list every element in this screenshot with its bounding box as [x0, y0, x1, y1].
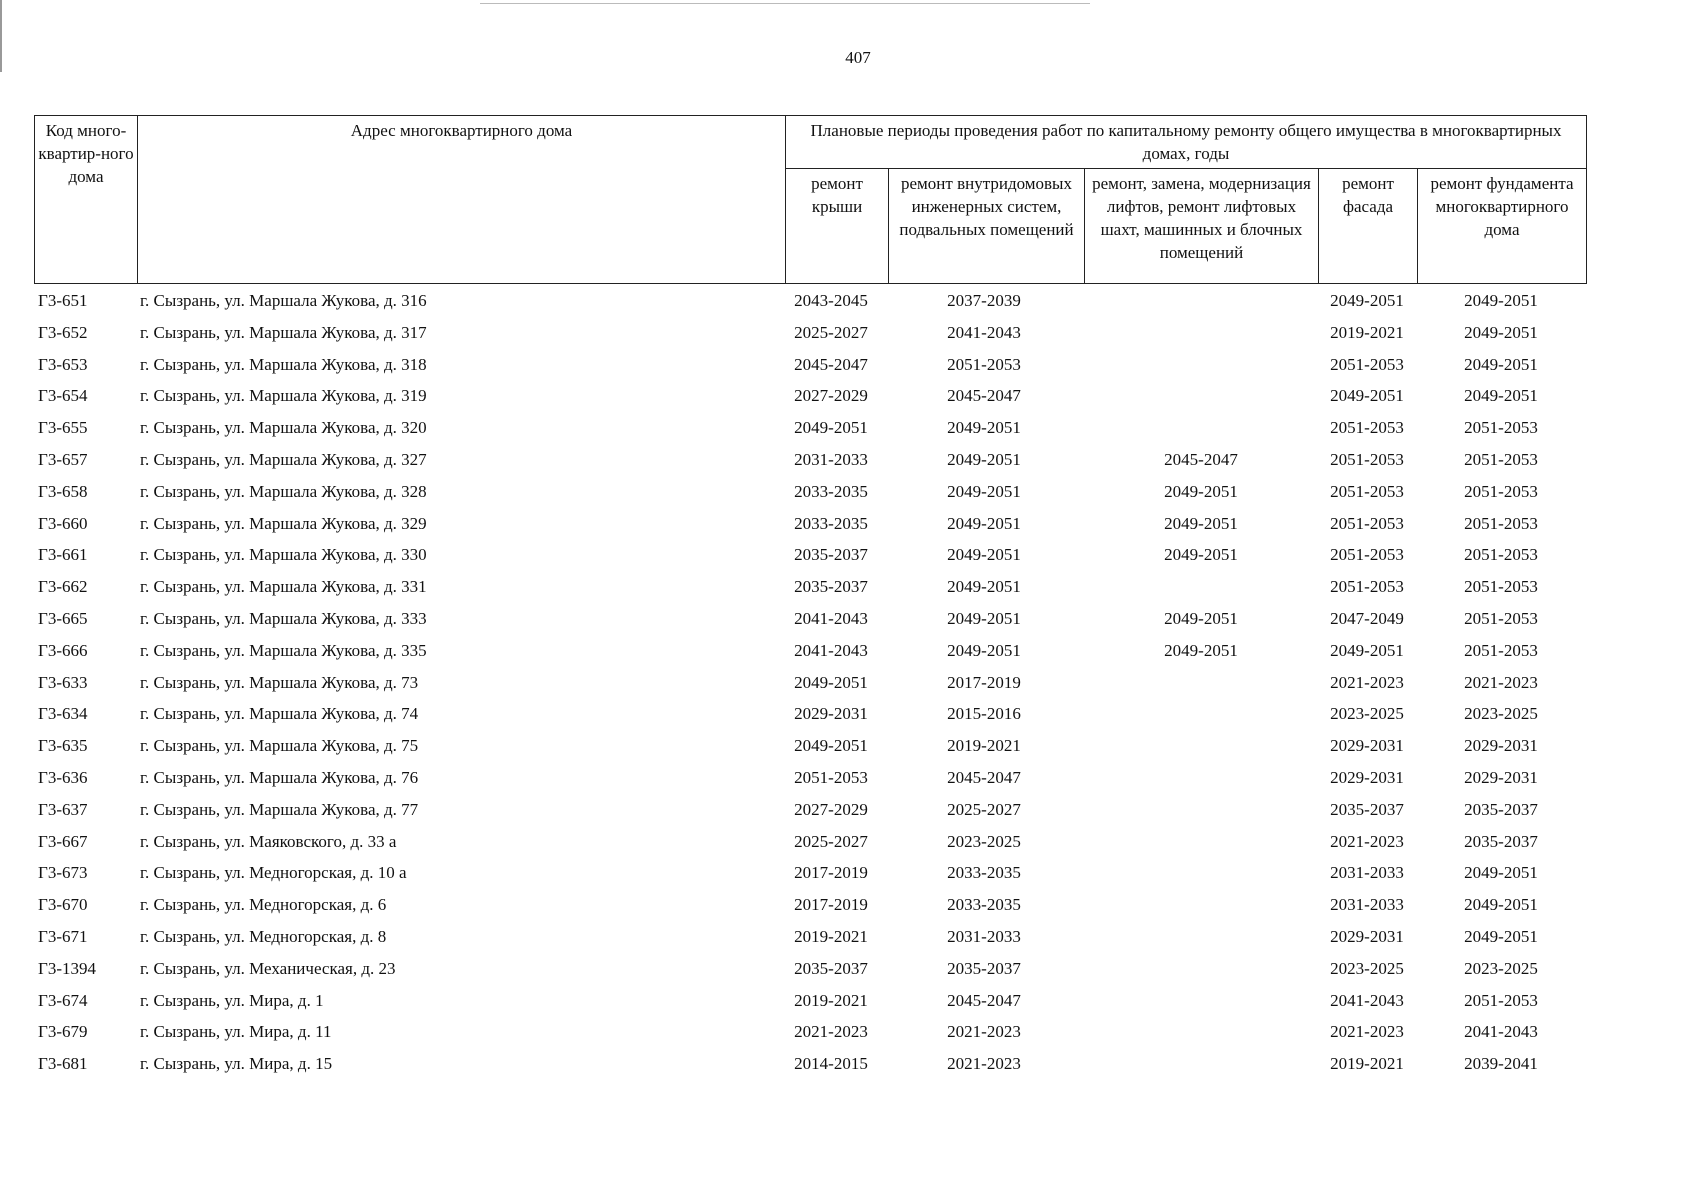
cell-foundation: 2051-2053: [1464, 418, 1538, 438]
table-row: [34, 576, 1594, 608]
cell-address: г. Сызрань, ул. Мира, д. 11: [140, 1022, 332, 1042]
cell-engineering: 2049-2051: [947, 449, 1021, 469]
cell-roof: 2035-2037: [794, 545, 868, 565]
cell-foundation: 2035-2037: [1464, 799, 1538, 819]
cell-facade: 2051-2053: [1330, 354, 1404, 374]
cell-roof: 2017-2019: [794, 863, 868, 883]
cell-roof: 2035-2037: [794, 958, 868, 978]
cell-foundation: 2049-2051: [1464, 895, 1538, 915]
cell-roof: 2025-2027: [794, 322, 868, 342]
cell-code: Г3-674: [38, 990, 88, 1010]
cell-address: г. Сызрань, ул. Маршала Жукова, д. 73: [140, 672, 419, 692]
cell-roof: 2027-2029: [794, 799, 868, 819]
cell-facade: 2023-2025: [1330, 704, 1404, 724]
cell-foundation: 2049-2051: [1464, 354, 1538, 374]
header-lifts: ремонт, замена, модернизация лифтов, ремонт лифтовых шахт, машинных и блочных помещений: [1085, 169, 1319, 284]
cell-code: Г3-671: [38, 926, 88, 946]
cell-foundation: 2051-2053: [1464, 449, 1538, 469]
cell-engineering: 2037-2039: [947, 291, 1021, 310]
table-body: [34, 290, 1594, 1085]
table-row: [34, 481, 1594, 513]
cell-foundation: 2049-2051: [1464, 386, 1538, 406]
cell-code: Г3-660: [38, 513, 88, 533]
table-row: [34, 290, 1594, 322]
page-number: 407: [845, 48, 871, 67]
cell-code: Г3-637: [38, 799, 88, 819]
cell-code: Г3-651: [38, 291, 88, 310]
cell-address: г. Сызрань, ул. Медногорская, д. 6: [140, 895, 387, 915]
cell-engineering: 2017-2019: [947, 672, 1021, 692]
cell-address: г. Сызрань, ул. Маршала Жукова, д. 76: [140, 767, 419, 787]
cell-code: Г3-666: [38, 640, 88, 660]
cell-engineering: 2049-2051: [947, 418, 1021, 438]
cell-engineering: 2031-2033: [947, 926, 1021, 946]
cell-facade: 2021-2023: [1330, 1022, 1404, 1042]
cell-facade: 2029-2031: [1330, 767, 1404, 787]
cell-lifts: 2045-2047: [1164, 449, 1238, 469]
cell-engineering: 2019-2021: [947, 736, 1021, 756]
cell-code: Г3-635: [38, 736, 88, 756]
table-row: [34, 831, 1594, 863]
cell-address: г. Сызрань, ул. Мира, д. 15: [140, 1054, 333, 1074]
cell-foundation: 2051-2053: [1464, 577, 1538, 597]
cell-foundation: 2051-2053: [1464, 513, 1538, 533]
table-row: [34, 1053, 1594, 1085]
cell-foundation: 2035-2037: [1464, 831, 1538, 851]
cell-facade: 2051-2053: [1330, 577, 1404, 597]
cell-code: Г3-670: [38, 895, 88, 915]
cell-address: г. Сызрань, ул. Маршала Жукова, д. 318: [140, 354, 427, 374]
cell-foundation: 2051-2053: [1464, 608, 1538, 628]
cell-address: г. Сызрань, ул. Маршала Жукова, д. 320: [140, 418, 427, 438]
cell-code: Г3-655: [38, 418, 88, 438]
cell-code: Г3-636: [38, 767, 88, 787]
cell-lifts: 2049-2051: [1164, 481, 1238, 501]
scan-edge-line: [480, 3, 1090, 4]
table-row: [34, 926, 1594, 958]
cell-engineering: 2023-2025: [947, 831, 1021, 851]
cell-engineering: 2045-2047: [947, 990, 1021, 1010]
header-engineering: ремонт внутридомовых инженерных систем, подвальных помещений: [889, 169, 1085, 284]
cell-engineering: 2021-2023: [947, 1022, 1021, 1042]
cell-foundation: 2021-2023: [1464, 672, 1538, 692]
cell-roof: 2019-2021: [794, 990, 868, 1010]
cell-facade: 2051-2053: [1330, 545, 1404, 565]
cell-foundation: 2041-2043: [1464, 1022, 1538, 1042]
cell-engineering: 2033-2035: [947, 895, 1021, 915]
cell-roof: 2029-2031: [794, 704, 868, 724]
table-row: [34, 544, 1594, 576]
cell-lifts: 2049-2051: [1164, 640, 1238, 660]
cell-foundation: 2049-2051: [1464, 926, 1538, 946]
cell-roof: 2019-2021: [794, 926, 868, 946]
cell-roof: 2014-2015: [794, 1054, 868, 1074]
header-facade: ремонт фасада: [1319, 169, 1418, 284]
cell-address: г. Сызрань, ул. Мира, д. 1: [140, 990, 324, 1010]
table-row: [34, 322, 1594, 354]
cell-foundation: 2023-2025: [1464, 704, 1538, 724]
cell-engineering: 2025-2027: [947, 799, 1021, 819]
cell-facade: 2049-2051: [1330, 640, 1404, 660]
cell-roof: 2021-2023: [794, 1022, 868, 1042]
cell-code: Г3-662: [38, 577, 88, 597]
cell-facade: 2051-2053: [1330, 513, 1404, 533]
cell-code: Г3-673: [38, 863, 88, 883]
table-row: [34, 735, 1594, 767]
cell-foundation: 2049-2051: [1464, 863, 1538, 883]
cell-address: г. Сызрань, ул. Маршала Жукова, д. 327: [140, 449, 427, 469]
table-row: [34, 354, 1594, 386]
cell-facade: 2035-2037: [1330, 799, 1404, 819]
cell-code: Г3-667: [38, 831, 88, 851]
header-address: Адрес многоквартирного дома: [138, 116, 786, 284]
table-row: [34, 640, 1594, 672]
table-row: [34, 958, 1594, 990]
cell-engineering: 2049-2051: [947, 608, 1021, 628]
cell-code: Г3-652: [38, 322, 88, 342]
cell-facade: 2051-2053: [1330, 481, 1404, 501]
cell-engineering: 2021-2023: [947, 1054, 1021, 1074]
cell-code: Г3-658: [38, 481, 88, 501]
cell-foundation: 2039-2041: [1464, 1054, 1538, 1074]
cell-facade: 2047-2049: [1330, 608, 1404, 628]
cell-address: г. Сызрань, ул. Медногорская, д. 10 а: [140, 863, 407, 883]
cell-code: Г3-665: [38, 608, 88, 628]
cell-foundation: 2049-2051: [1464, 291, 1538, 310]
cell-roof: 2027-2029: [794, 386, 868, 406]
cell-address: г. Сызрань, ул. Медногорская, д. 8: [140, 926, 387, 946]
cell-address: г. Сызрань, ул. Маршала Жукова, д. 335: [140, 640, 427, 660]
cell-engineering: 2049-2051: [947, 640, 1021, 660]
table-row: [34, 608, 1594, 640]
table-row: [34, 799, 1594, 831]
cell-engineering: 2015-2016: [947, 704, 1021, 724]
cell-roof: 2041-2043: [794, 640, 868, 660]
cell-facade: 2031-2033: [1330, 895, 1404, 915]
cell-facade: 2051-2053: [1330, 449, 1404, 469]
cell-facade: 2031-2033: [1330, 863, 1404, 883]
cell-engineering: 2049-2051: [947, 513, 1021, 533]
cell-engineering: 2051-2053: [947, 354, 1021, 374]
cell-facade: 2023-2025: [1330, 958, 1404, 978]
cell-facade: 2041-2043: [1330, 990, 1404, 1010]
header-foundation: ремонт фундамента многоквартирного дома: [1418, 169, 1587, 284]
cell-roof: 2031-2033: [794, 449, 868, 469]
cell-engineering: 2045-2047: [947, 767, 1021, 787]
cell-address: г. Сызрань, ул. Маршала Жукова, д. 330: [140, 545, 427, 565]
cell-facade: 2029-2031: [1330, 926, 1404, 946]
table-row: [34, 672, 1594, 704]
cell-engineering: 2041-2043: [947, 322, 1021, 342]
header-roof: ремонт крыши: [786, 169, 889, 284]
cell-address: г. Сызрань, ул. Маршала Жукова, д. 329: [140, 513, 427, 533]
cell-address: г. Сызрань, ул. Маршала Жукова, д. 77: [140, 799, 419, 819]
cell-engineering: 2049-2051: [947, 481, 1021, 501]
cell-roof: 2049-2051: [794, 736, 868, 756]
table-row: [34, 894, 1594, 926]
cell-roof: 2033-2035: [794, 481, 868, 501]
cell-foundation: 2051-2053: [1464, 640, 1538, 660]
cell-roof: 2049-2051: [794, 418, 868, 438]
cell-address: г. Сызрань, ул. Маршала Жукова, д. 319: [140, 386, 427, 406]
table-row: [34, 417, 1594, 449]
cell-facade: 2049-2051: [1330, 386, 1404, 406]
cell-address: г. Сызрань, ул. Маршала Жукова, д. 317: [140, 322, 427, 342]
cell-code: Г3-634: [38, 704, 88, 724]
cell-lifts: 2049-2051: [1164, 513, 1238, 533]
cell-address: г. Сызрань, ул. Маршала Жукова, д. 316: [140, 291, 427, 310]
cell-code: Г3-657: [38, 449, 88, 469]
cell-engineering: 2045-2047: [947, 386, 1021, 406]
cell-roof: 2051-2053: [794, 767, 868, 787]
cell-roof: 2033-2035: [794, 513, 868, 533]
cell-foundation: 2029-2031: [1464, 767, 1538, 787]
cell-code: Г3-681: [38, 1054, 88, 1074]
cell-code: Г3-654: [38, 386, 88, 406]
cell-roof: 2017-2019: [794, 895, 868, 915]
cell-code: Г3-679: [38, 1022, 88, 1042]
cell-roof: 2025-2027: [794, 831, 868, 851]
cell-address: г. Сызрань, ул. Маршала Жукова, д. 74: [140, 704, 419, 724]
table-row: [34, 513, 1594, 545]
cell-code: Г3-1394: [38, 958, 96, 978]
cell-address: г. Сызрань, ул. Маршала Жукова, д. 75: [140, 736, 419, 756]
cell-roof: 2045-2047: [794, 354, 868, 374]
table-row: [34, 703, 1594, 735]
table-row: [34, 1021, 1594, 1053]
cell-facade: 2029-2031: [1330, 736, 1404, 756]
cell-engineering: 2035-2037: [947, 958, 1021, 978]
cell-address: г. Сызрань, ул. Маршала Жукова, д. 333: [140, 608, 427, 628]
cell-foundation: 2051-2053: [1464, 545, 1538, 565]
cell-roof: 2049-2051: [794, 672, 868, 692]
table-header: [34, 115, 1587, 284]
cell-foundation: 2049-2051: [1464, 322, 1538, 342]
cell-foundation: 2051-2053: [1464, 990, 1538, 1010]
cell-code: Г3-653: [38, 354, 88, 374]
cell-code: Г3-633: [38, 672, 88, 692]
cell-code: Г3-661: [38, 545, 88, 565]
cell-facade: 2019-2021: [1330, 1054, 1404, 1074]
cell-roof: 2041-2043: [794, 608, 868, 628]
cell-facade: 2049-2051: [1330, 291, 1404, 310]
table-row: [34, 862, 1594, 894]
cell-foundation: 2029-2031: [1464, 736, 1538, 756]
cell-engineering: 2049-2051: [947, 545, 1021, 565]
table-row: [34, 385, 1594, 417]
cell-roof: 2035-2037: [794, 577, 868, 597]
cell-address: г. Сызрань, ул. Механическая, д. 23: [140, 958, 396, 978]
header-code: Код много-квартир-ного дома: [35, 116, 138, 284]
cell-facade: 2019-2021: [1330, 322, 1404, 342]
header-periods: Плановые периоды проведения работ по капитальному ремонту общего имущества в многоквартирных домах, годы: [786, 116, 1587, 169]
cell-address: г. Сызрань, ул. Маршала Жукова, д. 331: [140, 577, 427, 597]
cell-engineering: 2049-2051: [947, 577, 1021, 597]
cell-address: г. Сызрань, ул. Маяковского, д. 33 а: [140, 831, 397, 851]
cell-facade: 2051-2053: [1330, 418, 1404, 438]
cell-roof: 2043-2045: [794, 291, 868, 310]
cell-foundation: 2023-2025: [1464, 958, 1538, 978]
cell-lifts: 2049-2051: [1164, 545, 1238, 565]
table-row: [34, 990, 1594, 1022]
cell-foundation: 2051-2053: [1464, 481, 1538, 501]
cell-engineering: 2033-2035: [947, 863, 1021, 883]
cell-lifts: 2049-2051: [1164, 608, 1238, 628]
table-row: [34, 767, 1594, 799]
cell-facade: 2021-2023: [1330, 831, 1404, 851]
table-row: [34, 449, 1594, 481]
cell-address: г. Сызрань, ул. Маршала Жукова, д. 328: [140, 481, 427, 501]
cell-facade: 2021-2023: [1330, 672, 1404, 692]
